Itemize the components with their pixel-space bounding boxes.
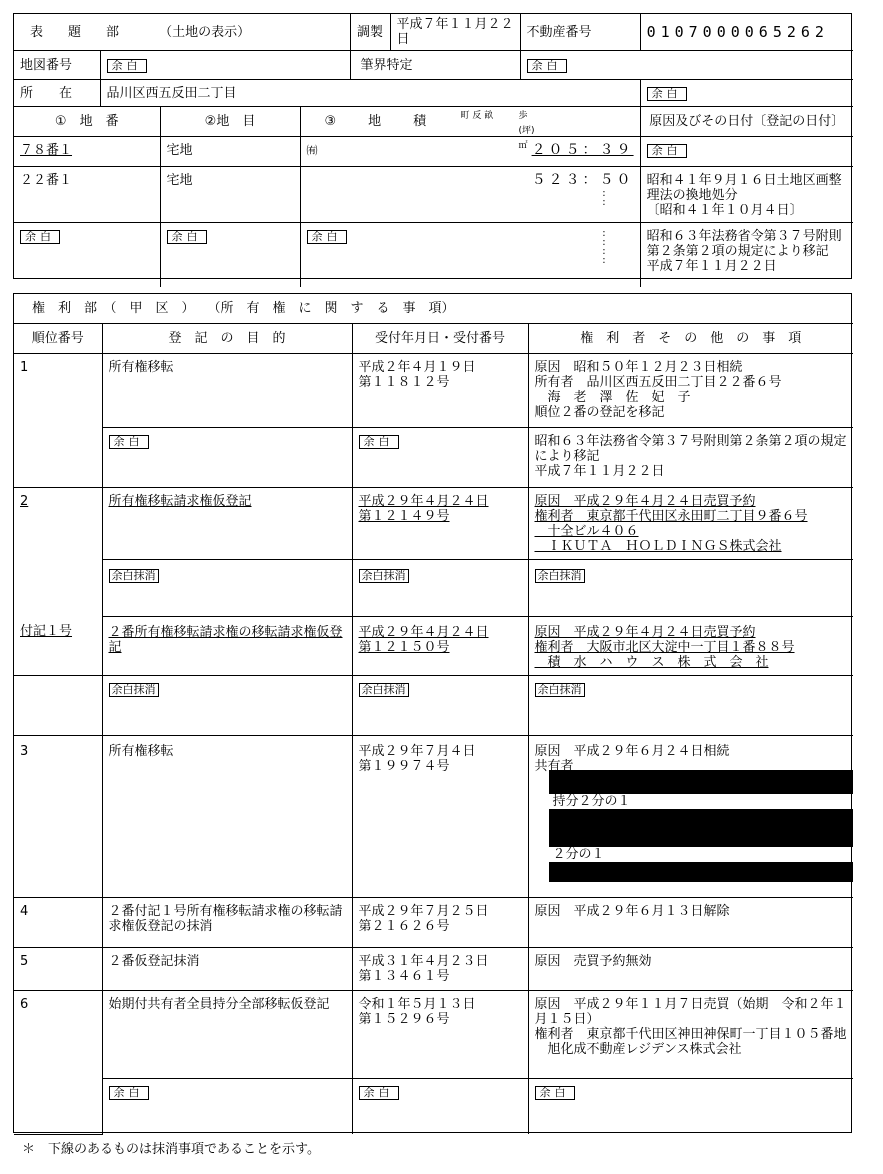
col-chiban-header: ① 地 番 <box>14 107 160 137</box>
details-cell: 原因 平成２９年１１月７日売買（始期 令和２年１月１５日） 権利者 東京都千代田区神田神保町一丁目１０５番地 旭化成不動産レジデンス株式会社 <box>528 990 853 1078</box>
hyodai-table <box>14 14 853 287</box>
table-row <box>14 897 853 947</box>
hyodai-row <box>14 167 853 223</box>
rank-cell: 4 <box>14 897 102 947</box>
chiseki-prefix: 余白 <box>307 230 347 244</box>
table-row <box>14 616 853 675</box>
chiseki-unit-2: 歩 (坪) ㎡ <box>518 111 535 151</box>
dotted-separator: : : : : <box>602 228 606 266</box>
details-cell <box>528 735 853 897</box>
date-cell: 平成２９年４月２４日 第１２１４９号 <box>352 487 528 559</box>
chimoku-cell: 宅地 <box>160 167 300 223</box>
rank-cell: 5 <box>14 947 102 990</box>
table-row <box>14 735 853 897</box>
details-line: 原因 平成２９年６月２４日相続 <box>534 743 730 759</box>
shozai-note: 余白 <box>647 87 687 101</box>
col-no-header: 順位番号 <box>14 323 102 353</box>
hikkai-label: 筆界特定 <box>350 51 520 80</box>
rank-cell: 6 <box>14 990 102 1134</box>
col-details-header: 権 利 者 そ の 他 の 事 項 <box>528 323 853 353</box>
purpose-cell: ２番付記１号所有権移転請求権の移転請求権仮登記の抹消 <box>102 897 352 947</box>
details-cell: 昭和６３年法務省令第３７号附則第２条第２項の規定により移記 平成７年１１月２２日 <box>528 427 853 487</box>
table-row <box>14 487 853 559</box>
details-cell: 原因 売買予約無効 <box>528 947 853 990</box>
table-row <box>14 1078 853 1134</box>
hyodai-header <box>14 14 350 51</box>
date-cell: 余白抹消 <box>359 569 409 583</box>
hikkai-value: 余白 <box>527 59 567 73</box>
purpose-cell: 所有権移転請求権仮登記 <box>102 487 352 559</box>
purpose-cell: 余白抹消 <box>109 683 159 697</box>
details-cell: 余白抹消 <box>535 569 585 583</box>
cause-cell: 昭和４１年９月１６日土地区画整理法の換地処分 〔昭和４１年１０月４日〕 <box>640 167 853 223</box>
details-cell: 原因 平成２９年４月２４日売買予約 権利者 大阪市北区大淀中一丁目１番８８号 積 水 ハ ウ ス 株 式 会 社 <box>528 616 853 675</box>
purpose-cell: 余白 <box>109 435 149 449</box>
cause-cell: 余白 <box>647 144 687 158</box>
kenri-section <box>13 293 852 1133</box>
fudosan-label: 不動産番号 <box>520 14 640 51</box>
purpose-cell: 余白 <box>109 1086 149 1100</box>
rank-cell: 3 <box>14 735 102 897</box>
purpose-cell: 始期付共有者全員持分全部移転仮登記 <box>102 990 352 1078</box>
chizu-value: 余白 <box>107 59 147 73</box>
cause-cell: 昭和６３年法務省令第３７号附則第２条第２項の規定により移記 平成７年１１月２２日 <box>640 223 853 287</box>
col-chimoku-header: ②地 目 <box>160 107 300 137</box>
date-cell: 余白 <box>359 435 399 449</box>
chiban-cell: ２２番１ <box>14 167 160 223</box>
details-cell: 原因 昭和５０年１２月２３日相続 所有者 品川区西五反田二丁目２２番６号 海 老 澤 佐 妃 子 順位２番の登記を移記 <box>528 353 853 427</box>
purpose-cell: 所有権移転 <box>102 735 352 897</box>
rank-cell: 1 <box>14 353 102 487</box>
shozai-value: 品川区西五反田二丁目 <box>100 80 640 107</box>
chiseki-prefix: ㈲ <box>306 144 318 157</box>
chiseki-cell: ２０５：３９ <box>531 142 634 158</box>
table-row <box>14 990 853 1078</box>
hyodai-title-note: （土地の表示） <box>159 24 251 40</box>
rank-cell: 付記１号 <box>20 624 73 639</box>
hyodai-section <box>13 13 852 279</box>
footer-note: ＊ 下線のあるものは抹消事項であることを示す。 <box>22 1142 320 1157</box>
chiseki-unit-1: 町 反 畝 <box>460 111 494 121</box>
date-cell: 余白 <box>359 1086 399 1100</box>
rank-cell: 2 <box>20 493 29 509</box>
chiseki-cell: ５２３：５０ <box>531 172 634 188</box>
date-cell: 平成２年４月１９日 第１１８１２号 <box>352 353 528 427</box>
date-cell: 平成２９年７月４日 第１９９７４号 <box>352 735 528 897</box>
hyodai-title: 表 題 部 <box>30 24 126 40</box>
chosei-value: 平成７年１１月２２日 <box>390 14 520 51</box>
hyodai-row <box>14 137 853 167</box>
chimoku-cell: 宅地 <box>160 137 300 167</box>
chimoku-cell: 余白 <box>167 230 207 244</box>
col-chiseki-label: ③ 地 積 <box>324 114 429 129</box>
details-cell: 余白抹消 <box>535 683 585 697</box>
purpose-cell: 余白抹消 <box>109 569 159 583</box>
redaction-block <box>549 809 854 847</box>
chiban-cell: ７８番１ <box>14 137 160 167</box>
share-line: ２分の１ <box>552 846 605 862</box>
kenri-title: 権 利 部 （ 甲 区 ） （所 有 権 に 関 す る 事 項） <box>14 294 853 323</box>
details-cell: 原因 平成２９年６月１３日解除 <box>528 897 853 947</box>
table-row <box>14 353 853 427</box>
chizu-label: 地図番号 <box>14 51 100 80</box>
redaction-block <box>549 770 854 794</box>
date-cell: 令和１年５月１３日 第１５２９６号 <box>352 990 528 1078</box>
share-line: 持分２分の１ <box>552 793 631 809</box>
shozai-label: 所 在 <box>14 80 100 107</box>
table-row <box>14 947 853 990</box>
col-cause-header: 原因及びその日付〔登記の日付〕 <box>640 107 853 137</box>
chiban-cell: 余白 <box>20 230 60 244</box>
kenri-table <box>14 294 853 1135</box>
chosei-label: 調製 <box>350 14 390 51</box>
redaction-block <box>549 862 854 882</box>
table-row <box>14 675 853 735</box>
hyodai-row <box>14 223 853 287</box>
date-cell: 平成２９年７月２５日 第２１６２６号 <box>352 897 528 947</box>
table-row <box>14 427 853 487</box>
purpose-cell: ２番所有権移転請求権の移転請求権仮登記 <box>102 616 352 675</box>
col-date-header: 受付年月日・受付番号 <box>352 323 528 353</box>
dotted-separator: : : <box>602 188 606 208</box>
purpose-cell: 所有権移転 <box>102 353 352 427</box>
col-purpose-header: 登 記 の 目 的 <box>102 323 352 353</box>
details-cell: 原因 平成２９年４月２４日売買予約 権利者 東京都千代田区永田町二丁目９番６号 十全ビル４０６ ＩＫＵＴＡ ＨＯＬＤＩＮＧＳ株式会社 <box>528 487 853 559</box>
details-line: 共有者 <box>534 758 574 774</box>
details-cell: 余白 <box>535 1086 575 1100</box>
fudosan-value: 0107000065262 <box>640 14 853 51</box>
purpose-cell: ２番仮登記抹消 <box>102 947 352 990</box>
table-row <box>14 559 853 616</box>
date-cell: 平成３１年４月２３日 第１３４６１号 <box>352 947 528 990</box>
date-cell: 余白抹消 <box>359 683 409 697</box>
date-cell: 平成２９年４月２４日 第１２１５０号 <box>352 616 528 675</box>
